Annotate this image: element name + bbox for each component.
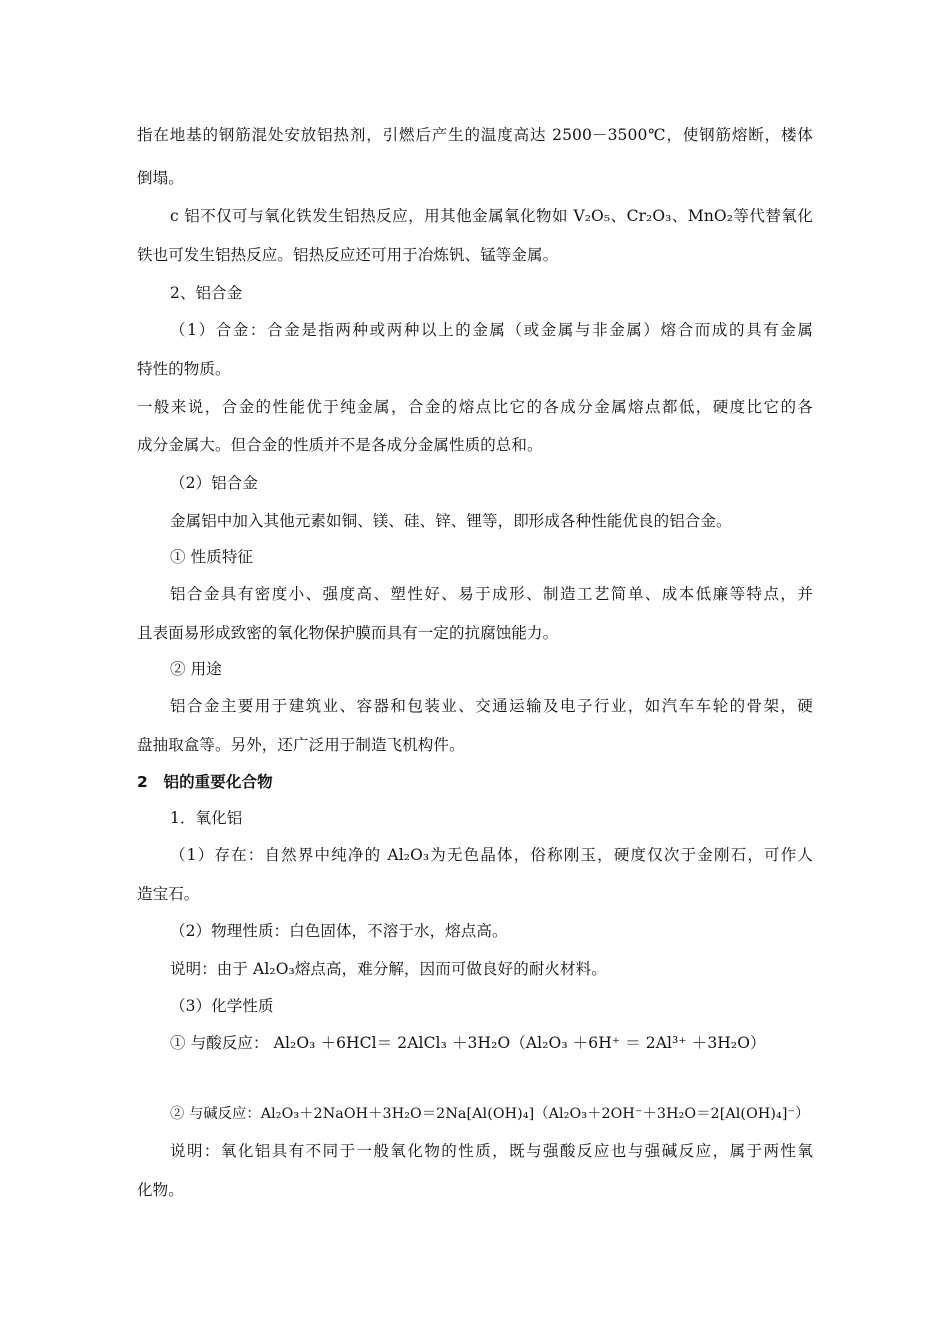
list-heading: ① 性质特征 [170, 548, 254, 566]
paragraph-line: 一般来说，合金的性能优于纯金属，合金的熔点比它的各成分金属熔点都低，硬度比它的各 [137, 398, 813, 416]
paragraph-line: 造宝石。 [137, 885, 200, 903]
paragraph-line: 铁也可发生铝热反应。铝热反应还可用于冶炼钒、锰等金属。 [137, 246, 559, 264]
paragraph-line: 铝合金主要用于建筑业、容器和包装业、交通运输及电子行业，如汽车车轮的骨架，硬 [170, 697, 813, 715]
equation-line: ② 与碱反应：Al₂O₃＋2NaOH＋3H₂O＝2Na[Al(OH)₄]（Al₂O₃＋2OH⁻＋3H₂O＝2[Al(OH)₄]⁻） [170, 1106, 810, 1122]
paragraph-line: 特性的物质。 [137, 360, 231, 378]
paragraph-line: （1）存在：自然界中纯净的 Al₂O₃为无色晶体，俗称刚玉，硬度仅次于金刚石，可作人 [170, 846, 813, 864]
paragraph-line: 铝合金具有密度小、强度高、塑性好、易于成形、制造工艺简单、成本低廉等特点，并 [170, 585, 813, 603]
paragraph-line: 成分金属大。但合金的性质并不是各成分金属性质的总和。 [137, 436, 543, 454]
subsection-heading: （2）铝合金 [170, 474, 258, 492]
paragraph-line: c 铝不仅可与氧化铁发生铝热反应，用其他金属氧化物如 V₂O₅、Cr₂O₃、MnO₂等代替氧化 [170, 207, 813, 225]
paragraph-line: 金属铝中加入其他元素如铜、镁、硅、锌、锂等，即形成各种性能优良的铝合金。 [170, 512, 732, 530]
subsection-heading: （3）化学性质 [170, 997, 274, 1015]
subsection-heading: 1．氧化铝 [170, 809, 243, 827]
paragraph-line: 指在地基的钢筋混处安放铝热剂，引燃后产生的温度高达 2500－3500℃，使钢筋熔断，楼体 [137, 126, 813, 144]
paragraph-line: 盘抽取盒等。另外，还广泛用于制造飞机构件。 [137, 736, 465, 754]
paragraph-line: （1）合金：合金是指两种或两种以上的金属（或金属与非金属）熔合而成的具有金属 [170, 321, 813, 339]
paragraph-line: （2）物理性质：白色固体，不溶于水，熔点高。 [170, 922, 508, 940]
list-heading: ② 用途 [170, 660, 222, 678]
paragraph-line: 说明：氧化铝具有不同于一般氧化物的性质，既与强酸反应也与强碱反应，属于两性氧 [170, 1142, 813, 1160]
paragraph-line: 说明：由于 Al₂O₃熔点高，难分解，因而可做良好的耐火材料。 [170, 960, 607, 978]
paragraph-line: 倒塌。 [137, 169, 184, 187]
chapter-heading: 2 铝的重要化合物 [137, 773, 273, 791]
equation-line: ① 与酸反应： Al₂O₃ ＋6HCl＝ 2AlCl₃ ＋3H₂O（Al₂O₃ ＋6H⁺ ＝ 2Al³⁺ ＋3H₂O） [170, 1034, 766, 1052]
section-heading: 2、铝合金 [170, 284, 243, 302]
paragraph-line: 化物。 [137, 1181, 184, 1199]
paragraph-line: 且表面易形成致密的氧化物保护膜而具有一定的抗腐蚀能力。 [137, 624, 559, 642]
